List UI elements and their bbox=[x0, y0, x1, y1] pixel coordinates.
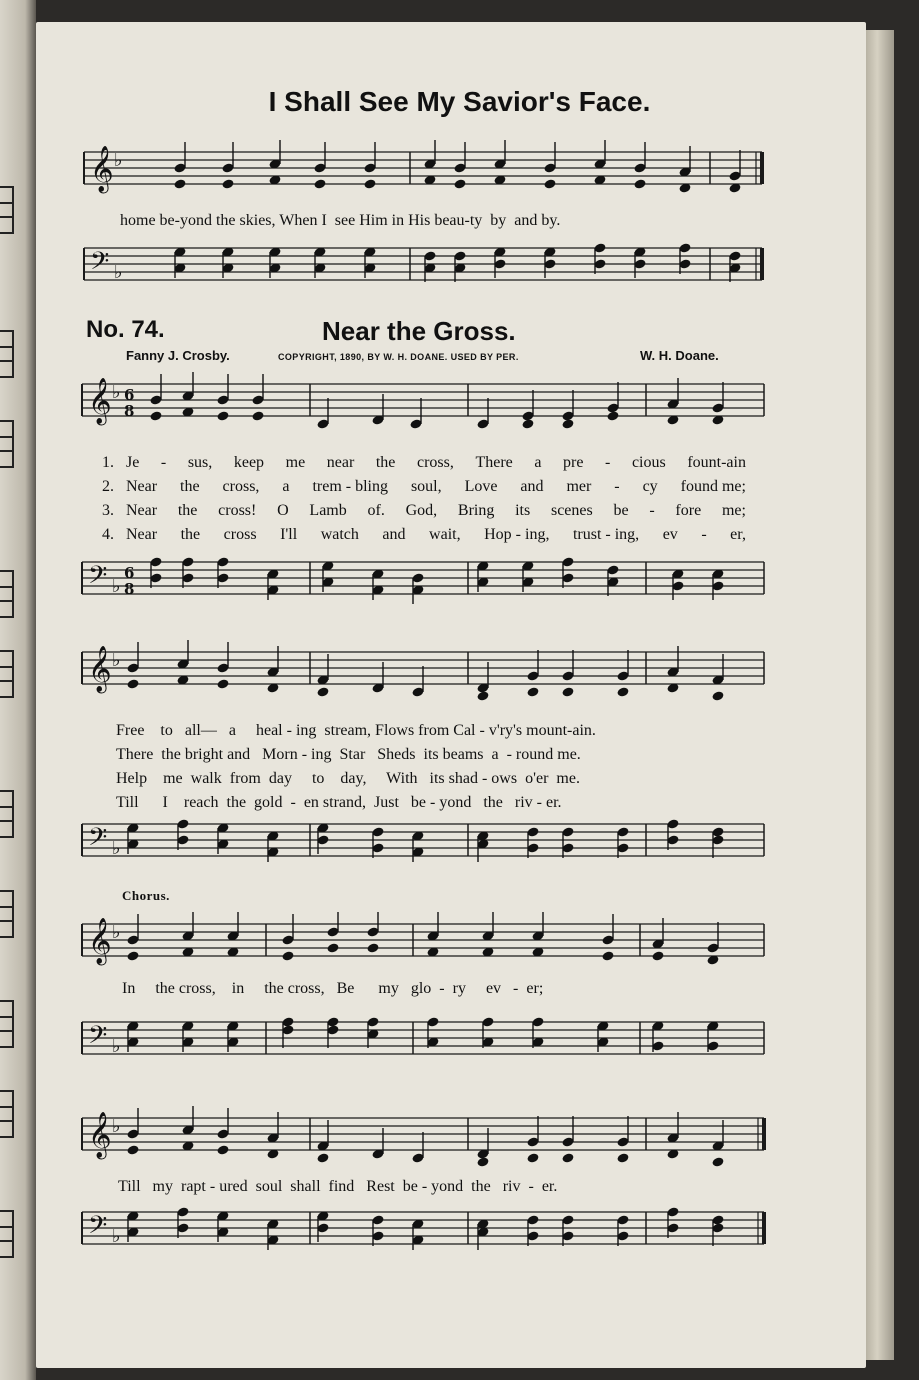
bass-clef-icon: 𝄢 bbox=[88, 561, 108, 596]
note-head bbox=[216, 1144, 229, 1155]
lyric-syllable: cross, bbox=[222, 478, 260, 495]
chorus-lyrics-line-1: In the cross, in the cross, Be my glo - ry ev - er; bbox=[122, 980, 544, 997]
note-head bbox=[616, 1152, 629, 1163]
lyric-syllable: wait, bbox=[429, 526, 461, 543]
flat-icon: ♭ bbox=[112, 1226, 121, 1247]
verse-line: Free to all— a heal - ing stream, Flows from Cal - v'ry's mount-ain. bbox=[116, 722, 596, 739]
verse-line: Help me walk from day to day, With its shad - ows o'er me. bbox=[116, 770, 580, 787]
page-edge bbox=[866, 30, 894, 1360]
treble-staff bbox=[78, 640, 768, 720]
note-head bbox=[149, 410, 162, 421]
flat-icon: ♭ bbox=[114, 150, 123, 171]
lyric-syllable: God, bbox=[405, 502, 438, 519]
flat-icon: ♭ bbox=[112, 1036, 121, 1057]
flat-icon: ♭ bbox=[112, 650, 121, 671]
note-head bbox=[126, 950, 139, 961]
note-head bbox=[651, 950, 664, 961]
verse-line bbox=[126, 478, 746, 496]
note-head bbox=[561, 1152, 574, 1163]
lyric-syllable: me; bbox=[721, 502, 746, 519]
note-head bbox=[561, 418, 574, 429]
note-head bbox=[281, 950, 294, 961]
note-head bbox=[526, 686, 539, 697]
lyric-syllable: Hop - ing, bbox=[484, 526, 550, 543]
stanza-number: 4. bbox=[102, 526, 114, 543]
treble-clef-icon: 𝄞 bbox=[90, 146, 114, 192]
lyric-syllable: Lamb bbox=[309, 502, 347, 519]
flat-icon: ♭ bbox=[112, 1116, 121, 1137]
gutter-staff-mark bbox=[0, 1090, 14, 1138]
lyric-syllable: trust - ing, bbox=[572, 526, 640, 543]
time-signature: 8 bbox=[124, 580, 135, 598]
lyric-syllable: sus, bbox=[187, 454, 213, 471]
stanza-number: 1. bbox=[102, 454, 114, 471]
verse-line bbox=[126, 502, 746, 520]
verse-line bbox=[126, 454, 746, 472]
note-head bbox=[561, 686, 574, 697]
flat-icon: ♭ bbox=[114, 262, 123, 283]
gutter-staff-mark bbox=[0, 330, 14, 378]
stanza-number: 2. bbox=[102, 478, 114, 495]
stanza-number: 3. bbox=[102, 502, 114, 519]
lyric-syllable: soul, bbox=[410, 478, 442, 495]
gutter-staff-mark bbox=[0, 570, 14, 618]
gutter-staff-mark bbox=[0, 1000, 14, 1048]
hymn-author: Fanny J. Crosby. bbox=[126, 348, 230, 363]
flat-icon: ♭ bbox=[112, 576, 121, 597]
chorus-lyrics-line-2: Till my rapt - ured soul shall find Rest be - yond the riv - er. bbox=[118, 1178, 558, 1195]
lyric-syllable: me bbox=[285, 454, 306, 471]
verse-line: Till I reach the gold - en strand, Just be - yond the riv - er. bbox=[116, 794, 562, 811]
lyric-syllable: cious bbox=[631, 454, 666, 471]
note-head bbox=[606, 410, 619, 421]
previous-hymn-lyrics: home be-yond the skies, When I see Him in His beau-ty by and by. bbox=[120, 212, 561, 229]
lyric-syllable: - bbox=[614, 478, 620, 495]
lyric-syllable: er, bbox=[730, 526, 746, 543]
note-head bbox=[326, 942, 339, 953]
note-head bbox=[521, 418, 534, 429]
note-head bbox=[543, 178, 556, 189]
lyric-syllable: ev bbox=[662, 526, 678, 543]
gutter-staff-mark bbox=[0, 790, 14, 838]
copyright-notice: COPYRIGHT, 1890, BY W. H. DOANE. USED BY PER. bbox=[278, 352, 519, 362]
lyric-syllable: its bbox=[515, 502, 531, 519]
lyric-syllable: cross, bbox=[416, 454, 454, 471]
note-head bbox=[476, 1156, 489, 1167]
treble-staff bbox=[80, 140, 770, 200]
lyric-syllable: - bbox=[605, 454, 611, 471]
lyric-syllable: found me; bbox=[680, 478, 746, 495]
note-head bbox=[251, 410, 264, 421]
note-head bbox=[316, 1152, 329, 1163]
lyric-syllable: the bbox=[375, 454, 396, 471]
note-head bbox=[616, 686, 629, 697]
time-signature: 6 bbox=[124, 386, 135, 404]
time-signature: 8 bbox=[124, 402, 135, 420]
book-gutter bbox=[0, 0, 36, 1380]
lyric-syllable: cy bbox=[642, 478, 658, 495]
lyric-syllable: - bbox=[701, 526, 707, 543]
lyric-syllable: near bbox=[326, 454, 355, 471]
bass-staff bbox=[78, 550, 768, 620]
hymn-title: Near the Gross. bbox=[322, 316, 516, 346]
previous-hymn-title: I Shall See My Savior's Face. bbox=[268, 86, 651, 117]
gutter-staff-mark bbox=[0, 890, 14, 938]
lyric-syllable: and bbox=[520, 478, 544, 495]
lyric-syllable: the bbox=[180, 526, 201, 543]
lyric-syllable: - bbox=[649, 502, 655, 519]
bass-staff bbox=[80, 236, 770, 306]
bass-clef-icon: 𝄢 bbox=[90, 247, 110, 282]
lyric-syllable: Near bbox=[126, 526, 158, 543]
lyric-syllable: keep bbox=[233, 454, 265, 471]
lyric-syllable: trem - bling bbox=[312, 478, 388, 495]
lyric-syllable: Bring bbox=[457, 502, 495, 519]
note-head bbox=[216, 678, 229, 689]
lyric-syllable: Je bbox=[126, 454, 140, 471]
lyric-syllable: scenes bbox=[550, 502, 593, 519]
note-head bbox=[601, 950, 614, 961]
note-head bbox=[216, 410, 229, 421]
treble-clef-icon: 𝄞 bbox=[88, 646, 112, 692]
verse-line bbox=[126, 526, 746, 544]
flat-icon: ♭ bbox=[112, 922, 121, 943]
note-head bbox=[126, 678, 139, 689]
treble-staff bbox=[78, 372, 768, 452]
lyric-syllable: a bbox=[282, 478, 290, 495]
note-head bbox=[221, 178, 234, 189]
bass-clef-icon: 𝄢 bbox=[88, 1021, 108, 1056]
lyric-syllable: There bbox=[475, 454, 513, 471]
lyric-syllable: and bbox=[382, 526, 406, 543]
lyric-syllable: cross! bbox=[218, 502, 257, 519]
note-head bbox=[711, 1156, 724, 1167]
lyric-syllable: fount-ain bbox=[687, 454, 746, 471]
lyric-syllable: Love bbox=[464, 478, 498, 495]
note-head bbox=[126, 1144, 139, 1155]
bass-staff bbox=[78, 812, 768, 892]
note-head bbox=[173, 178, 186, 189]
note-head bbox=[526, 1152, 539, 1163]
note-head bbox=[313, 178, 326, 189]
treble-clef-icon: 𝄞 bbox=[88, 918, 112, 964]
note-head bbox=[366, 942, 379, 953]
lyric-syllable: a bbox=[534, 454, 542, 471]
lyric-syllable: I'll bbox=[280, 526, 298, 543]
lyric-syllable: of. bbox=[367, 502, 385, 519]
gutter-staff-mark bbox=[0, 650, 14, 698]
lyric-syllable: cross bbox=[223, 526, 257, 543]
lyric-syllable: - bbox=[160, 454, 167, 471]
lyric-syllable: be bbox=[613, 502, 629, 519]
treble-staff bbox=[78, 1106, 768, 1176]
lyric-syllable: pre bbox=[563, 454, 584, 471]
treble-clef-icon: 𝄞 bbox=[88, 378, 112, 424]
note-head bbox=[633, 178, 646, 189]
bass-staff bbox=[78, 1200, 768, 1270]
lyric-syllable: watch bbox=[320, 526, 359, 543]
lyric-syllable: Near bbox=[126, 478, 158, 495]
note-head bbox=[453, 178, 466, 189]
hymn-composer: W. H. Doane. bbox=[640, 348, 719, 363]
gutter-staff-mark bbox=[0, 1210, 14, 1258]
bass-clef-icon: 𝄢 bbox=[88, 823, 108, 858]
lyric-syllable: mer bbox=[566, 478, 592, 495]
hymn-number: No. 74. bbox=[86, 316, 165, 343]
bass-staff bbox=[78, 1010, 768, 1090]
lyric-syllable: the bbox=[177, 502, 198, 519]
lyric-syllable: fore bbox=[675, 502, 702, 519]
gutter-staff-mark bbox=[0, 420, 14, 468]
verse-line: There the bright and Morn - ing Star Sheds its beams a - round me. bbox=[116, 746, 581, 763]
treble-staff bbox=[78, 912, 768, 982]
time-signature: 6 bbox=[124, 564, 135, 582]
treble-clef-icon: 𝄞 bbox=[88, 1112, 112, 1158]
chorus-label: Chorus. bbox=[122, 888, 170, 903]
note-head bbox=[711, 690, 724, 701]
note-head bbox=[476, 690, 489, 701]
lyric-syllable: Near bbox=[126, 502, 158, 519]
flat-icon: ♭ bbox=[112, 838, 121, 859]
flat-icon: ♭ bbox=[112, 382, 121, 403]
note-head bbox=[363, 178, 376, 189]
note-head bbox=[316, 686, 329, 697]
lyric-syllable: O bbox=[277, 502, 289, 519]
lyric-syllable: the bbox=[180, 478, 200, 495]
bass-clef-icon: 𝄢 bbox=[88, 1211, 108, 1246]
gutter-staff-mark bbox=[0, 186, 14, 234]
